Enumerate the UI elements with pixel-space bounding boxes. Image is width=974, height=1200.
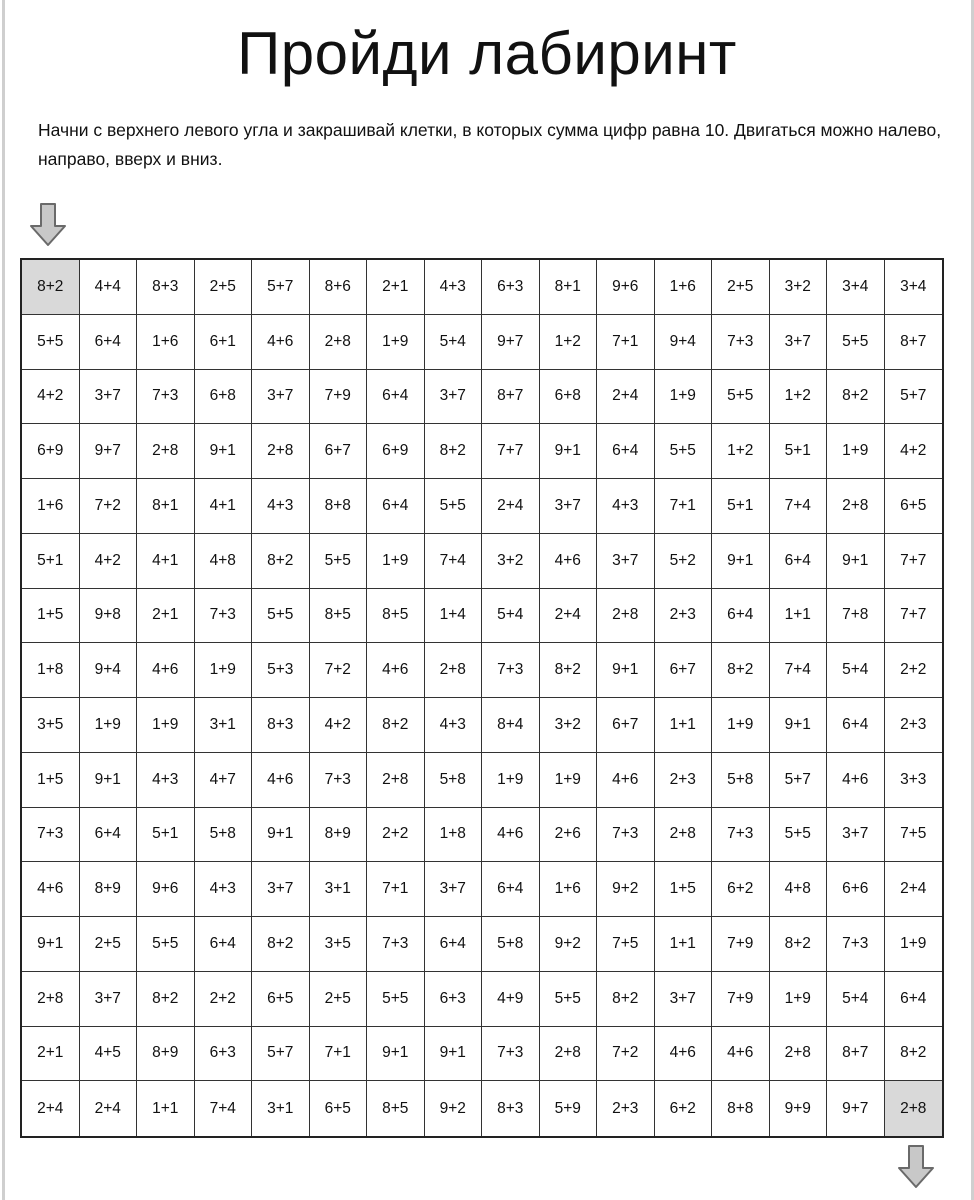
maze-cell-r15-c10[interactable]: 2+3: [597, 1081, 655, 1136]
maze-cell-r0-c8[interactable]: 6+3: [482, 260, 540, 315]
maze-cell-r5-c1[interactable]: 4+2: [80, 534, 138, 589]
maze-cell-r14-c7[interactable]: 9+1: [425, 1027, 483, 1082]
maze-cell-r8-c7[interactable]: 4+3: [425, 698, 483, 753]
maze-cell-r7-c9[interactable]: 8+2: [540, 643, 598, 698]
maze-cell-r5-c6[interactable]: 1+9: [367, 534, 425, 589]
maze-cell-r7-c1[interactable]: 9+4: [80, 643, 138, 698]
maze-cell-r2-c11[interactable]: 1+9: [655, 370, 713, 425]
maze-cell-r1-c6[interactable]: 1+9: [367, 315, 425, 370]
maze-cell-r12-c11[interactable]: 1+1: [655, 917, 713, 972]
maze-cell-r10-c10[interactable]: 7+3: [597, 808, 655, 863]
maze-cell-r6-c10[interactable]: 2+8: [597, 589, 655, 644]
maze-cell-r1-c5[interactable]: 2+8: [310, 315, 368, 370]
maze-cell-r0-c3[interactable]: 2+5: [195, 260, 253, 315]
maze-cell-r3-c9[interactable]: 9+1: [540, 424, 598, 479]
maze-cell-r7-c0[interactable]: 1+8: [22, 643, 80, 698]
maze-cell-r6-c15[interactable]: 7+7: [885, 589, 943, 644]
maze-cell-r9-c9[interactable]: 1+9: [540, 753, 598, 808]
maze-cell-r10-c12[interactable]: 7+3: [712, 808, 770, 863]
maze-cell-r6-c4[interactable]: 5+5: [252, 589, 310, 644]
maze-cell-r0-c13[interactable]: 3+2: [770, 260, 828, 315]
maze-cell-r14-c10[interactable]: 7+2: [597, 1027, 655, 1082]
maze-cell-r3-c4[interactable]: 2+8: [252, 424, 310, 479]
maze-cell-r11-c3[interactable]: 4+3: [195, 862, 253, 917]
maze-cell-r14-c0[interactable]: 2+1: [22, 1027, 80, 1082]
maze-cell-r6-c12[interactable]: 6+4: [712, 589, 770, 644]
maze-cell-r5-c15[interactable]: 7+7: [885, 534, 943, 589]
maze-cell-r9-c0[interactable]: 1+5: [22, 753, 80, 808]
maze-cell-r13-c2[interactable]: 8+2: [137, 972, 195, 1027]
maze-cell-r15-c3[interactable]: 7+4: [195, 1081, 253, 1136]
maze-cell-r14-c5[interactable]: 7+1: [310, 1027, 368, 1082]
maze-cell-r0-c10[interactable]: 9+6: [597, 260, 655, 315]
maze-cell-r4-c0[interactable]: 1+6: [22, 479, 80, 534]
maze-cell-r8-c2[interactable]: 1+9: [137, 698, 195, 753]
maze-cell-r2-c15[interactable]: 5+7: [885, 370, 943, 425]
maze-cell-r15-c4[interactable]: 3+1: [252, 1081, 310, 1136]
maze-cell-r14-c15[interactable]: 8+2: [885, 1027, 943, 1082]
maze-cell-r13-c9[interactable]: 5+5: [540, 972, 598, 1027]
maze-cell-r8-c8[interactable]: 8+4: [482, 698, 540, 753]
maze-cell-r7-c2[interactable]: 4+6: [137, 643, 195, 698]
maze-cell-r2-c10[interactable]: 2+4: [597, 370, 655, 425]
maze-cell-r4-c11[interactable]: 7+1: [655, 479, 713, 534]
maze-cell-r8-c3[interactable]: 3+1: [195, 698, 253, 753]
maze-cell-r15-c14[interactable]: 9+7: [827, 1081, 885, 1136]
maze-cell-r12-c5[interactable]: 3+5: [310, 917, 368, 972]
maze-cell-r14-c12[interactable]: 4+6: [712, 1027, 770, 1082]
maze-cell-r7-c3[interactable]: 1+9: [195, 643, 253, 698]
maze-cell-r8-c12[interactable]: 1+9: [712, 698, 770, 753]
maze-cell-r9-c6[interactable]: 2+8: [367, 753, 425, 808]
maze-cell-r1-c15[interactable]: 8+7: [885, 315, 943, 370]
maze-cell-r6-c14[interactable]: 7+8: [827, 589, 885, 644]
maze-cell-r5-c12[interactable]: 9+1: [712, 534, 770, 589]
maze-cell-r6-c8[interactable]: 5+4: [482, 589, 540, 644]
maze-cell-r6-c7[interactable]: 1+4: [425, 589, 483, 644]
maze-cell-r5-c2[interactable]: 4+1: [137, 534, 195, 589]
maze-cell-r1-c1[interactable]: 6+4: [80, 315, 138, 370]
maze-cell-r10-c6[interactable]: 2+2: [367, 808, 425, 863]
maze-cell-r2-c0[interactable]: 4+2: [22, 370, 80, 425]
maze-cell-r11-c6[interactable]: 7+1: [367, 862, 425, 917]
maze-cell-r2-c9[interactable]: 6+8: [540, 370, 598, 425]
maze-cell-r1-c14[interactable]: 5+5: [827, 315, 885, 370]
maze-cell-r7-c10[interactable]: 9+1: [597, 643, 655, 698]
maze-cell-r3-c14[interactable]: 1+9: [827, 424, 885, 479]
maze-cell-r1-c3[interactable]: 6+1: [195, 315, 253, 370]
maze-cell-r3-c3[interactable]: 9+1: [195, 424, 253, 479]
maze-cell-r15-c5[interactable]: 6+5: [310, 1081, 368, 1136]
maze-cell-r3-c0[interactable]: 6+9: [22, 424, 80, 479]
maze-cell-r15-c2[interactable]: 1+1: [137, 1081, 195, 1136]
maze-cell-r10-c8[interactable]: 4+6: [482, 808, 540, 863]
maze-cell-r6-c6[interactable]: 8+5: [367, 589, 425, 644]
maze-cell-r6-c11[interactable]: 2+3: [655, 589, 713, 644]
maze-cell-r5-c5[interactable]: 5+5: [310, 534, 368, 589]
maze-cell-r6-c2[interactable]: 2+1: [137, 589, 195, 644]
maze-cell-r0-c12[interactable]: 2+5: [712, 260, 770, 315]
maze-cell-r2-c1[interactable]: 3+7: [80, 370, 138, 425]
maze-cell-r9-c12[interactable]: 5+8: [712, 753, 770, 808]
maze-cell-r10-c1[interactable]: 6+4: [80, 808, 138, 863]
maze-cell-r14-c14[interactable]: 8+7: [827, 1027, 885, 1082]
maze-cell-r11-c4[interactable]: 3+7: [252, 862, 310, 917]
page-title: Пройди лабиринт: [237, 20, 737, 87]
maze-cell-r13-c15[interactable]: 6+4: [885, 972, 943, 1027]
maze-cell-r1-c13[interactable]: 3+7: [770, 315, 828, 370]
maze-cell-r10-c4[interactable]: 9+1: [252, 808, 310, 863]
maze-cell-r4-c1[interactable]: 7+2: [80, 479, 138, 534]
maze-cell-r3-c8[interactable]: 7+7: [482, 424, 540, 479]
maze-cell-r7-c14[interactable]: 5+4: [827, 643, 885, 698]
finish-down-arrow-icon: [896, 1144, 936, 1190]
maze-grid: [20, 258, 944, 1138]
maze-cell-r6-c9[interactable]: 2+4: [540, 589, 598, 644]
maze-cell-r9-c10[interactable]: 4+6: [597, 753, 655, 808]
maze-cell-r10-c14[interactable]: 3+7: [827, 808, 885, 863]
maze-cell-r13-c5[interactable]: 2+5: [310, 972, 368, 1027]
maze-cell-r13-c1[interactable]: 3+7: [80, 972, 138, 1027]
maze-cell-r0-c5[interactable]: 8+6: [310, 260, 368, 315]
maze-cell-r2-c3[interactable]: 6+8: [195, 370, 253, 425]
maze-cell-r5-c3[interactable]: 4+8: [195, 534, 253, 589]
maze-cell-r14-c11[interactable]: 4+6: [655, 1027, 713, 1082]
maze-cell-r9-c14[interactable]: 4+6: [827, 753, 885, 808]
maze-cell-r5-c8[interactable]: 3+2: [482, 534, 540, 589]
maze-cell-r11-c9[interactable]: 1+6: [540, 862, 598, 917]
maze-cell-r15-c9[interactable]: 5+9: [540, 1081, 598, 1136]
maze-cell-r12-c8[interactable]: 5+8: [482, 917, 540, 972]
maze-cell-r5-c10[interactable]: 3+7: [597, 534, 655, 589]
maze-cell-r13-c11[interactable]: 3+7: [655, 972, 713, 1027]
maze-cell-r12-c13[interactable]: 8+2: [770, 917, 828, 972]
maze-cell-r6-c1[interactable]: 9+8: [80, 589, 138, 644]
maze-cell-r5-c14[interactable]: 9+1: [827, 534, 885, 589]
maze-cell-r13-c0[interactable]: 2+8: [22, 972, 80, 1027]
maze-cell-r3-c6[interactable]: 6+9: [367, 424, 425, 479]
maze-cell-r11-c7[interactable]: 3+7: [425, 862, 483, 917]
maze-cell-r3-c1[interactable]: 9+7: [80, 424, 138, 479]
maze-cell-r4-c8[interactable]: 2+4: [482, 479, 540, 534]
maze-cell-r13-c12[interactable]: 7+9: [712, 972, 770, 1027]
maze-cell-r8-c15[interactable]: 2+3: [885, 698, 943, 753]
maze-cell-r9-c4[interactable]: 4+6: [252, 753, 310, 808]
maze-cell-r0-c2[interactable]: 8+3: [137, 260, 195, 315]
maze-cell-r7-c4[interactable]: 5+3: [252, 643, 310, 698]
maze-cell-r11-c5[interactable]: 3+1: [310, 862, 368, 917]
maze-cell-r6-c0[interactable]: 1+5: [22, 589, 80, 644]
maze-cell-r14-c13[interactable]: 2+8: [770, 1027, 828, 1082]
maze-cell-r1-c9[interactable]: 1+2: [540, 315, 598, 370]
maze-cell-r2-c8[interactable]: 8+7: [482, 370, 540, 425]
maze-cell-r2-c12[interactable]: 5+5: [712, 370, 770, 425]
maze-cell-r0-c11[interactable]: 1+6: [655, 260, 713, 315]
maze-cell-r12-c12[interactable]: 7+9: [712, 917, 770, 972]
maze-cell-r3-c5[interactable]: 6+7: [310, 424, 368, 479]
maze-cell-r3-c2[interactable]: 2+8: [137, 424, 195, 479]
maze-cell-r15-c1[interactable]: 2+4: [80, 1081, 138, 1136]
maze-cell-r2-c6[interactable]: 6+4: [367, 370, 425, 425]
maze-cell-r14-c3[interactable]: 6+3: [195, 1027, 253, 1082]
maze-cell-r7-c8[interactable]: 7+3: [482, 643, 540, 698]
maze-cell-r8-c11[interactable]: 1+1: [655, 698, 713, 753]
maze-cell-r12-c2[interactable]: 5+5: [137, 917, 195, 972]
maze-cell-r4-c6[interactable]: 6+4: [367, 479, 425, 534]
maze-cell-r10-c0[interactable]: 7+3: [22, 808, 80, 863]
maze-cell-r9-c3[interactable]: 4+7: [195, 753, 253, 808]
maze-cell-r11-c13[interactable]: 4+8: [770, 862, 828, 917]
maze-cell-r11-c12[interactable]: 6+2: [712, 862, 770, 917]
maze-cell-r9-c1[interactable]: 9+1: [80, 753, 138, 808]
maze-cell-r11-c2[interactable]: 9+6: [137, 862, 195, 917]
maze-cell-r4-c12[interactable]: 5+1: [712, 479, 770, 534]
maze-cell-r1-c11[interactable]: 9+4: [655, 315, 713, 370]
maze-cell-r10-c5[interactable]: 8+9: [310, 808, 368, 863]
maze-cell-r15-c13[interactable]: 9+9: [770, 1081, 828, 1136]
maze-cell-r0-c0[interactable]: 8+2: [22, 260, 80, 315]
maze-cell-r7-c12[interactable]: 8+2: [712, 643, 770, 698]
maze-cell-r3-c11[interactable]: 5+5: [655, 424, 713, 479]
maze-cell-r15-c8[interactable]: 8+3: [482, 1081, 540, 1136]
maze-cell-r0-c6[interactable]: 2+1: [367, 260, 425, 315]
maze-cell-r8-c9[interactable]: 3+2: [540, 698, 598, 753]
maze-cell-r11-c10[interactable]: 9+2: [597, 862, 655, 917]
page-border-left: [2, 0, 5, 1200]
maze-cell-r8-c0[interactable]: 3+5: [22, 698, 80, 753]
maze-cell-r8-c5[interactable]: 4+2: [310, 698, 368, 753]
maze-cell-r8-c10[interactable]: 6+7: [597, 698, 655, 753]
maze-cell-r11-c11[interactable]: 1+5: [655, 862, 713, 917]
maze-cell-r8-c13[interactable]: 9+1: [770, 698, 828, 753]
maze-cell-r0-c9[interactable]: 8+1: [540, 260, 598, 315]
maze-cell-r1-c2[interactable]: 1+6: [137, 315, 195, 370]
maze-cell-r15-c12[interactable]: 8+8: [712, 1081, 770, 1136]
maze-cell-r11-c8[interactable]: 6+4: [482, 862, 540, 917]
maze-cell-r4-c9[interactable]: 3+7: [540, 479, 598, 534]
maze-cell-r1-c0[interactable]: 5+5: [22, 315, 80, 370]
maze-cell-r3-c7[interactable]: 8+2: [425, 424, 483, 479]
maze-cell-r9-c2[interactable]: 4+3: [137, 753, 195, 808]
maze-cell-r1-c8[interactable]: 9+7: [482, 315, 540, 370]
maze-cell-r0-c1[interactable]: 4+4: [80, 260, 138, 315]
maze-cell-r2-c13[interactable]: 1+2: [770, 370, 828, 425]
maze-cell-r9-c7[interactable]: 5+8: [425, 753, 483, 808]
maze-cell-r7-c15[interactable]: 2+2: [885, 643, 943, 698]
maze-cell-r12-c9[interactable]: 9+2: [540, 917, 598, 972]
maze-cell-r4-c2[interactable]: 8+1: [137, 479, 195, 534]
maze-cell-r9-c13[interactable]: 5+7: [770, 753, 828, 808]
maze-cell-r15-c0[interactable]: 2+4: [22, 1081, 80, 1136]
maze-cell-r6-c3[interactable]: 7+3: [195, 589, 253, 644]
maze-cell-r12-c10[interactable]: 7+5: [597, 917, 655, 972]
maze-cell-r2-c5[interactable]: 7+9: [310, 370, 368, 425]
maze-cell-r5-c9[interactable]: 4+6: [540, 534, 598, 589]
maze-cell-r14-c2[interactable]: 8+9: [137, 1027, 195, 1082]
maze-cell-r14-c8[interactable]: 7+3: [482, 1027, 540, 1082]
maze-cell-r2-c4[interactable]: 3+7: [252, 370, 310, 425]
maze-cell-r8-c1[interactable]: 1+9: [80, 698, 138, 753]
maze-cell-r1-c4[interactable]: 4+6: [252, 315, 310, 370]
maze-cell-r7-c7[interactable]: 2+8: [425, 643, 483, 698]
maze-cell-r15-c15[interactable]: 2+8: [885, 1081, 943, 1136]
maze-cell-r5-c0[interactable]: 5+1: [22, 534, 80, 589]
maze-cell-r14-c1[interactable]: 4+5: [80, 1027, 138, 1082]
maze-cell-r8-c4[interactable]: 8+3: [252, 698, 310, 753]
maze-cell-r12-c1[interactable]: 2+5: [80, 917, 138, 972]
maze-cell-r10-c7[interactable]: 1+8: [425, 808, 483, 863]
maze-cell-r13-c6[interactable]: 5+5: [367, 972, 425, 1027]
maze-cell-r4-c5[interactable]: 8+8: [310, 479, 368, 534]
maze-cell-r13-c8[interactable]: 4+9: [482, 972, 540, 1027]
maze-cell-r10-c11[interactable]: 2+8: [655, 808, 713, 863]
maze-cell-r0-c7[interactable]: 4+3: [425, 260, 483, 315]
maze-cell-r2-c2[interactable]: 7+3: [137, 370, 195, 425]
maze-cell-r13-c13[interactable]: 1+9: [770, 972, 828, 1027]
maze-cell-r6-c13[interactable]: 1+1: [770, 589, 828, 644]
maze-cell-r5-c7[interactable]: 7+4: [425, 534, 483, 589]
maze-cell-r3-c15[interactable]: 4+2: [885, 424, 943, 479]
maze-cell-r4-c4[interactable]: 4+3: [252, 479, 310, 534]
maze-cell-r12-c7[interactable]: 6+4: [425, 917, 483, 972]
maze-cell-r12-c0[interactable]: 9+1: [22, 917, 80, 972]
maze-cell-r13-c10[interactable]: 8+2: [597, 972, 655, 1027]
maze-cell-r8-c6[interactable]: 8+2: [367, 698, 425, 753]
maze-cell-r10-c3[interactable]: 5+8: [195, 808, 253, 863]
instructions-text: Начни с верхнего левого угла и закрашивай клетки, в которых сумма цифр равна 10. Двигаться можно налево, направо, вверх и вниз.: [38, 120, 942, 169]
maze-cell-r9-c11[interactable]: 2+3: [655, 753, 713, 808]
start-down-arrow-icon: [28, 202, 68, 248]
maze-cell-r11-c14[interactable]: 6+6: [827, 862, 885, 917]
maze-cell-r0-c15[interactable]: 3+4: [885, 260, 943, 315]
maze-cell-r7-c11[interactable]: 6+7: [655, 643, 713, 698]
maze-cell-r12-c15[interactable]: 1+9: [885, 917, 943, 972]
maze-cell-r9-c15[interactable]: 3+3: [885, 753, 943, 808]
maze-cell-r11-c1[interactable]: 8+9: [80, 862, 138, 917]
maze-cell-r10-c15[interactable]: 7+5: [885, 808, 943, 863]
maze-cell-r12-c4[interactable]: 8+2: [252, 917, 310, 972]
maze-cell-r6-c5[interactable]: 8+5: [310, 589, 368, 644]
maze-cell-r5-c11[interactable]: 5+2: [655, 534, 713, 589]
maze-cell-r15-c11[interactable]: 6+2: [655, 1081, 713, 1136]
maze-cell-r15-c6[interactable]: 8+5: [367, 1081, 425, 1136]
maze-cell-r4-c14[interactable]: 2+8: [827, 479, 885, 534]
maze-cell-r4-c15[interactable]: 6+5: [885, 479, 943, 534]
maze-cell-r5-c4[interactable]: 8+2: [252, 534, 310, 589]
maze-cell-r3-c13[interactable]: 5+1: [770, 424, 828, 479]
maze-cell-r1-c7[interactable]: 5+4: [425, 315, 483, 370]
maze-cell-r11-c15[interactable]: 2+4: [885, 862, 943, 917]
maze-cell-r1-c12[interactable]: 7+3: [712, 315, 770, 370]
maze-cell-r4-c10[interactable]: 4+3: [597, 479, 655, 534]
maze-cell-r15-c7[interactable]: 9+2: [425, 1081, 483, 1136]
maze-cell-r13-c14[interactable]: 5+4: [827, 972, 885, 1027]
maze-cell-r8-c14[interactable]: 6+4: [827, 698, 885, 753]
maze-cell-r3-c10[interactable]: 6+4: [597, 424, 655, 479]
maze-cell-r12-c3[interactable]: 6+4: [195, 917, 253, 972]
maze-cell-r14-c9[interactable]: 2+8: [540, 1027, 598, 1082]
maze-cell-r14-c4[interactable]: 5+7: [252, 1027, 310, 1082]
maze-cell-r4-c7[interactable]: 5+5: [425, 479, 483, 534]
maze-cell-r9-c8[interactable]: 1+9: [482, 753, 540, 808]
maze-cell-r3-c12[interactable]: 1+2: [712, 424, 770, 479]
maze-cell-r13-c4[interactable]: 6+5: [252, 972, 310, 1027]
maze-cell-r11-c0[interactable]: 4+6: [22, 862, 80, 917]
maze-cell-r10-c13[interactable]: 5+5: [770, 808, 828, 863]
maze-cell-r1-c10[interactable]: 7+1: [597, 315, 655, 370]
maze-cell-r12-c14[interactable]: 7+3: [827, 917, 885, 972]
maze-cell-r7-c5[interactable]: 7+2: [310, 643, 368, 698]
maze-cell-r12-c6[interactable]: 7+3: [367, 917, 425, 972]
maze-cell-r13-c7[interactable]: 6+3: [425, 972, 483, 1027]
maze-cell-r4-c3[interactable]: 4+1: [195, 479, 253, 534]
maze-cell-r0-c14[interactable]: 3+4: [827, 260, 885, 315]
maze-cell-r7-c6[interactable]: 4+6: [367, 643, 425, 698]
maze-cell-r10-c2[interactable]: 5+1: [137, 808, 195, 863]
maze-cell-r13-c3[interactable]: 2+2: [195, 972, 253, 1027]
maze-cell-r2-c14[interactable]: 8+2: [827, 370, 885, 425]
maze-cell-r4-c13[interactable]: 7+4: [770, 479, 828, 534]
maze-cell-r7-c13[interactable]: 7+4: [770, 643, 828, 698]
maze-cell-r2-c7[interactable]: 3+7: [425, 370, 483, 425]
maze-cell-r0-c4[interactable]: 5+7: [252, 260, 310, 315]
maze-cell-r9-c5[interactable]: 7+3: [310, 753, 368, 808]
maze-cell-r10-c9[interactable]: 2+6: [540, 808, 598, 863]
maze-cell-r5-c13[interactable]: 6+4: [770, 534, 828, 589]
maze-cell-r14-c6[interactable]: 9+1: [367, 1027, 425, 1082]
